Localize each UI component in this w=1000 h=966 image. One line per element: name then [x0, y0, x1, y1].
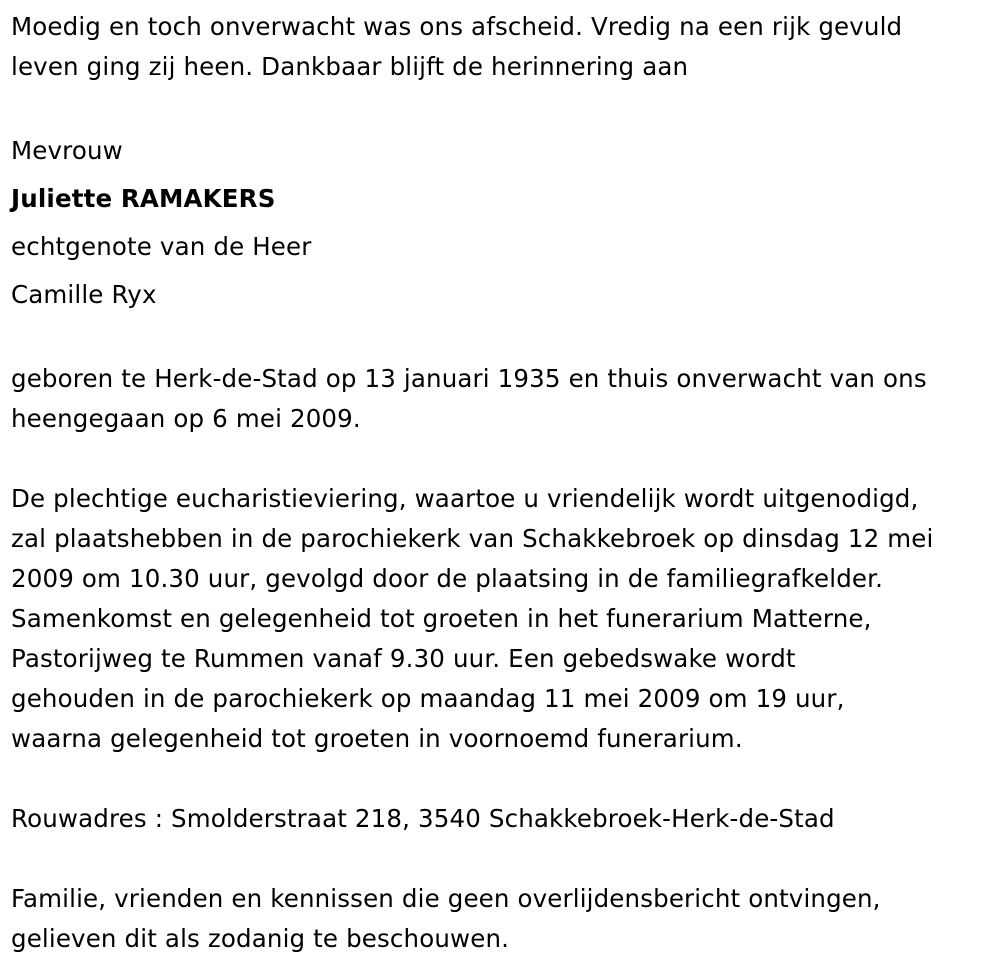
person-name: Juliette RAMAKERS [11, 184, 276, 213]
intro-paragraph [11, 7, 1000, 87]
address-line: Rouwadres : Smolderstraat 218, 3540 Schakkebroek-Herk-de-Stad [11, 804, 835, 833]
ceremony-line: zal plaatshebben in de parochiekerk van Schakkebroek op dinsdag 12 mei [11, 524, 934, 553]
birth-paragraph [11, 359, 1000, 439]
ceremony-paragraph [11, 479, 1000, 759]
paragraph-spacer [11, 319, 1000, 359]
paragraph-spacer [11, 839, 1000, 879]
person-relation: echtgenote van de Heer [11, 232, 312, 261]
closing-line: gelieven dit als zodanig te beschouwen. [11, 924, 510, 953]
ceremony-line: waarna gelegenheid tot groeten in voornoemd funerarium. [11, 724, 743, 753]
closing-paragraph [11, 879, 1000, 959]
paragraph-spacer [11, 439, 1000, 479]
closing-line: Familie, vrienden en kennissen die geen overlijdensbericht ontvingen, [11, 884, 881, 913]
person-block [11, 127, 1000, 319]
ceremony-line: De plechtige eucharistieviering, waartoe u vriendelijk wordt uitgenodigd, [11, 484, 919, 513]
paragraph-spacer [11, 87, 1000, 127]
birth-line: geboren te Herk-de-Stad op 13 januari 1935 en thuis onverwacht van ons [11, 364, 927, 393]
person-title: Mevrouw [11, 136, 123, 165]
person-spouse: Camille Ryx [11, 280, 157, 309]
ceremony-line: Samenkomst en gelegenheid tot groeten in het funerarium Matterne, [11, 604, 872, 633]
ceremony-line: 2009 om 10.30 uur, gevolgd door de plaatsing in de familiegrafkelder. [11, 564, 884, 593]
address-paragraph [11, 799, 1000, 839]
ceremony-line: Pastorijweg te Rummen vanaf 9.30 uur. Een gebedswake wordt [11, 644, 796, 673]
ceremony-line: gehouden in de parochiekerk op maandag 11 mei 2009 om 19 uur, [11, 684, 845, 713]
paragraph-spacer [11, 759, 1000, 799]
birth-line: heengegaan op 6 mei 2009. [11, 404, 361, 433]
intro-line: leven ging zij heen. Dankbaar blijft de herinnering aan [11, 52, 689, 81]
intro-line: Moedig en toch onverwacht was ons afscheid. Vredig na een rijk gevuld [11, 12, 903, 41]
